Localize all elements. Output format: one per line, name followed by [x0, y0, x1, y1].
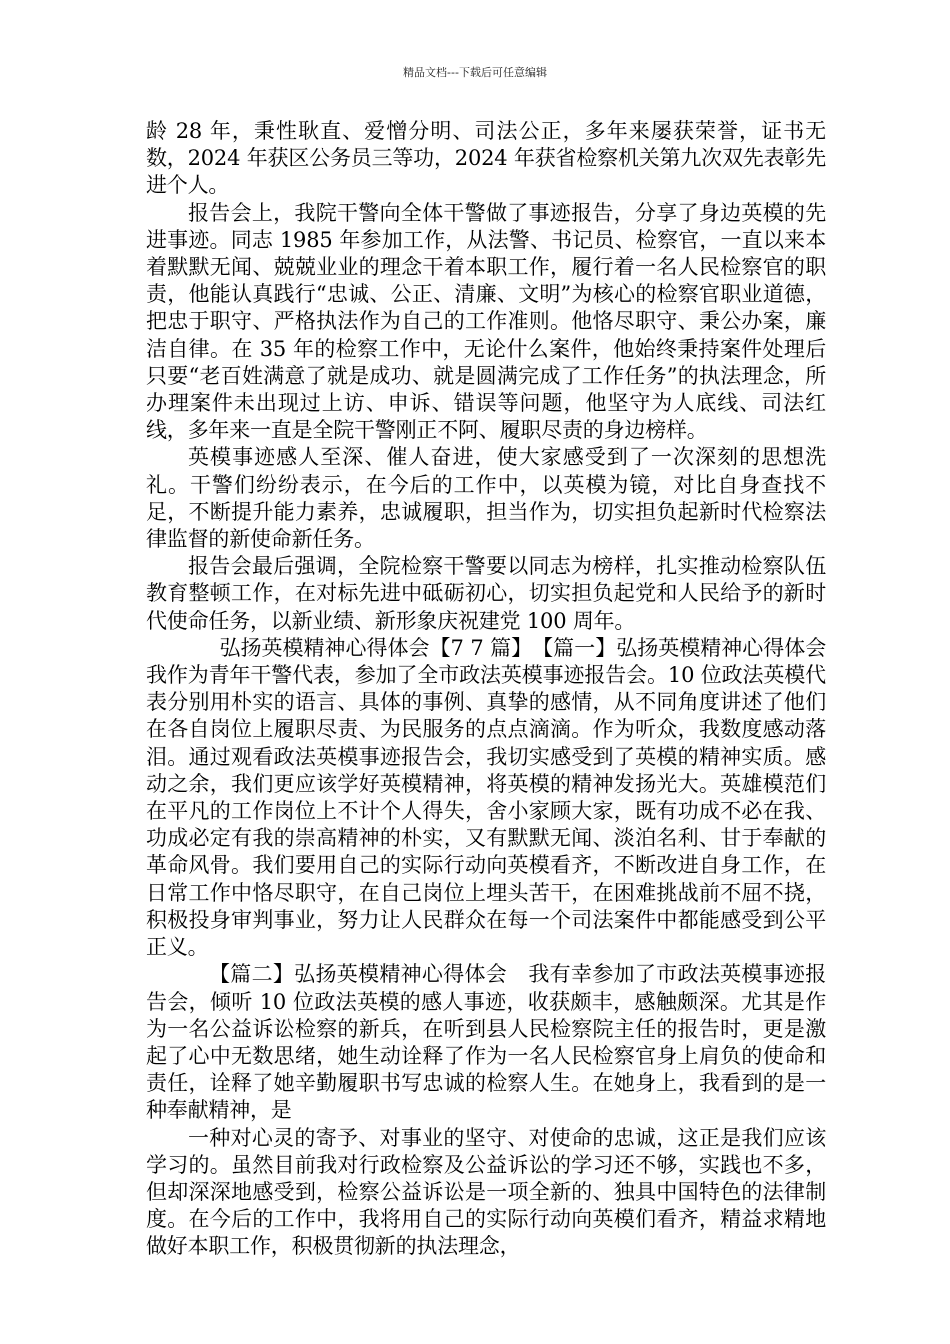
paragraph: 龄 28 年，秉性耿直、爱憎分明、司法公正，多年来屡获荣誉，证书无数，2024 年获区公务员三等功，2024 年获省检察机关第九次双先表彰先进个人。: [146, 119, 826, 198]
document-body: [146, 118, 847, 1261]
paragraph: 弘扬英模精神心得体会【7 7 篇】 【篇一】弘扬英模精神心得体会 我作为青年干警代表，参加了全市政法英模事迹报告会。10 位政法英模代表分别用朴实的语言、具体的事例、真挚的感情，从不同角度讲述了他们在各自岗位上履职尽责、为民服务的点点滴滴。作为听众，我数度感动落泪。通过观看政法英模事迹报告会，我切实感受到了英模的精神实质。感动之余，我们更应该学好英模精神，将英模的精神发扬光大。英雄模范们在平凡的工作岗位上不计个人得失，舍小家顾大家，既有功成不必在我、功成必定有我的崇高精神的朴实，又有默默无闻、淡泊名利、甘于奉献的革命风骨。我们要用自己的实际行动向英模看齐，不断改进自身工作，在日常工作中恪尽职守，在自己岗位上埋头苦干，在困难挑战前不屈不挠，积极投身审判事业，努力让人民群众在每一个司法案件中都能感受到公平正义。: [146, 635, 847, 960]
paragraph: 【篇二】弘扬英模精神心得体会 我有幸参加了市政法英模事迹报告会，倾听 10 位政法英模的感人事迹，收获颇丰，感触颇深。尤其是作为一名公益诉讼检察的新兵，在听到县人民检察院主任的报告时，更是激起了心中无数思绪，她生动诠释了作为一名人民检察官身上肩负的使命和责任，诠释了她辛勤履职书写忠诚的检察人生。在她身上，我看到的是一种奉献精神，是: [146, 962, 826, 1123]
paragraph: 报告会上，我院干警向全体干警做了事迹报告，分享了身边英模的先进事迹。同志 1985 年参加工作，从法警、书记员、检察官，一直以来本着默默无闻、兢兢业业的理念干着本职工作，履行着一名人民检察官的职责，他能认真践行“忠诚、公正、清廉、文明”为核心的检察官职业道德，把忠于职守、严格执法作为自己的工作准则。他恪尽职守、秉公办案，廉洁自律。在 35 年的检察工作中，无论什么案件，他始终秉持案件处理后只要“老百姓满意了就是成功、就是圆满完成了工作任务”的执法理念，所办理案件未出现过上访、申诉、错误等问题，他坚守为人底线、司法红线，多年来一直是全院干警刚正不阿、履职尽责的身边榜样。: [146, 200, 826, 443]
paragraph: 一种对心灵的寄予、对事业的坚守、对使命的忠诚，这正是我们应该学习的。虽然目前我对行政检察及公益诉讼的学习还不够，实践也不多，但却深深地感受到，检察公益诉讼是一项全新的、独具中国特色的法律制度。在今后的工作中，我将用自己的实际行动向英模们看齐，精益求精地做好本职工作，积极贯彻新的执法理念，: [146, 1125, 826, 1259]
paragraph: 报告会最后强调，全院检察干警要以同志为榜样，扎实推动检察队伍教育整顿工作，在对标先进中砥砺初心，切实担负起党和人民给予的新时代使命任务，以新业绩、新形象庆祝建党 100 周年。: [146, 554, 826, 633]
paragraph: 英模事迹感人至深、催人奋进，使大家感受到了一次深刻的思想洗礼。干警们纷纷表示，在今后的工作中，以英模为镜，对比自身查找不足，不断提升能力素养，忠诚履职，担当作为，切实担负起新时代检察法律监督的新使命新任务。: [146, 445, 826, 552]
page-header: 精品文档---下载后可任意编辑: [403, 66, 547, 79]
